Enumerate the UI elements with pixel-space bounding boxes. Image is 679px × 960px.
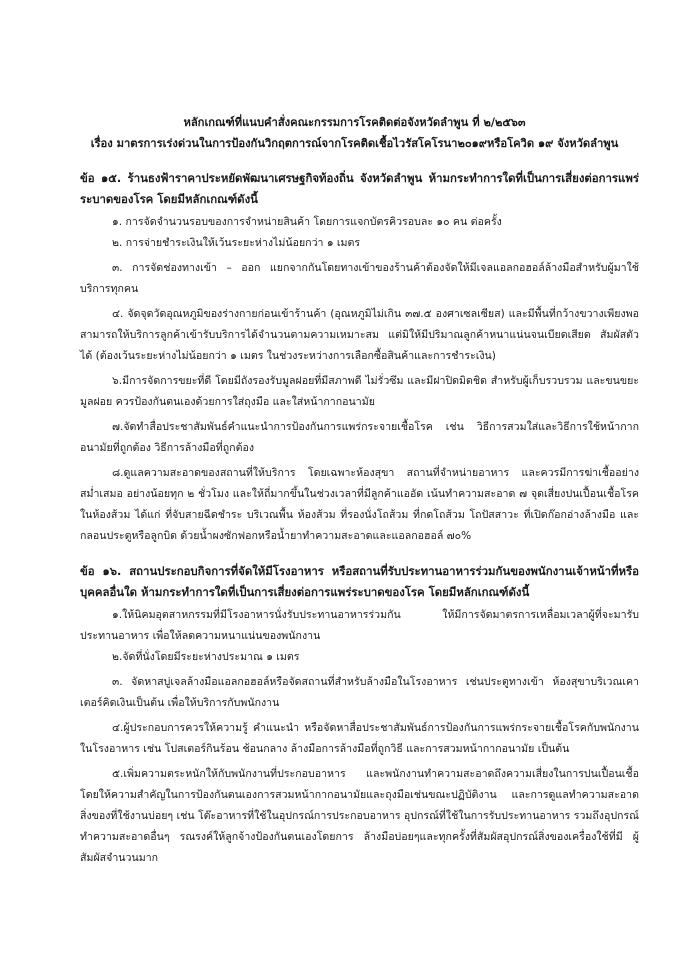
section-15-item-3: ๓. การจัดช่องทางเข้า – ออก แยกจากกันโดยทางเข้าของร้านค้าต้องจัดให้มีเจลแอลกอฮอล์ล้างมือสำหรับผู้มาใช้บริการทุกคน — [80, 262, 639, 295]
section-15-item-7: ๗.จัดทำสื่อประชาสัมพันธ์คำแนะนำการป้องกันการแพร่กระจายเชื้อโรค เช่น วิธีการสวมใส่และวิธีการใช้หน้ากากอนามัยที่ถูกต้อง วิธีการล้างมือที่ถูกต้อง — [80, 421, 639, 454]
section-16 — [80, 561, 639, 869]
section-16-item-1: ๑.ให้นิคมอุตสาหกรรมที่มีโรงอาหารนั่งรับประทานอาหารร่วมกัน ให้มีการจัดมาตรการเหลื่อมเวลาผู้ที่จะมารับประทานอาหาร เพื่อให้ลดความหนาแน่นของพนักงาน — [80, 609, 639, 642]
section-15-item-2: ๒. การจ่ายชำระเงินให้เว้นระยะห่างไม่น้อยกว่า ๑ เมตร — [112, 237, 361, 249]
section-15 — [80, 168, 639, 547]
section-15-item-8: ๘.ดูแลความสะอาดของสถานที่ให้บริการ โดยเฉพาะห้องสุขา สถานที่จำหน่ายอาหาร และควรมีการฆ่าเชื้ออย่างสม่ำเสมอ อย่างน้อยทุก ๒ ชั่วโมง และให้ถี่มากขึ้นในช่วงเวลาที่มีลูกค้าแออัด เน้นทำความสะอาด ๗ จุดเสี่ยงปนเปื้อนเชื้อโรคในห้องส้วม ได้แก่ ที่จับสายฉีดชำระ บริเวณพื้น ห้องส้วม ที่รองนั่งโถส้วม ที่กดโถส้วม โถปัสสาวะ ที่เปิดก๊อกอ่างล้างมือ และกลอนประตูหรือลูกบิด ด้วยน้ำผงซักฟอกหรือน้ำยาทำความสะอาดและแอลกอฮอล์ ๗๐% — [80, 467, 639, 542]
section-15-item-6: ๖.มีการจัดการขยะที่ดี โดยมีถังรองรับมูลฝอยที่มีสภาพดี ไม่รั่วซึม และมีฝาปิดมิดชิด สำหรับผู้เก็บรวบรวม และขนขยะมูลฝอย ควรป้องกันตนเองด้วยการใส่ถุงมือ และใส่หน้ากากอนามัย — [80, 375, 639, 408]
document-subject: เรื่อง มาตรการเร่งด่วนในการป้องกันวิกฤตการณ์จากโรคติดเชื้อไวรัสโคโรนา๒๐๑๙หรือโควิด ๑๙ จังหวัดลำพูน — [90, 137, 619, 150]
section-15-item-1: ๑. การจัดจำนวนรอบของการจำหน่ายสินค้า โดยการแจกบัตรคิวรอบละ ๑๐ คน ต่อครั้ง — [112, 216, 502, 228]
document-title: หลักเกณฑ์ที่แนบคำสั่งคณะกรรมการโรคติดต่อจังหวัดลำพูน ที่ ๒/๒๕๖๓ — [183, 116, 526, 129]
section-15-item-4: ๔. จัดจุดวัดอุณหภูมิของร่างกายก่อนเข้าร้านค้า (อุณหภูมิไม่เกิน ๓๗.๕ องศาเซลเซียส) และมีพื้นที่กว้างขวางเพียงพอ สามารถให้บริการลูกค้าเข้ารับบริการได้จำนวนตามความเหมาะสม แต่มิให้มีปริมาณลูกค้าหนาแน่นจนเบียดเสียด สัมผัสตัวได้ (ต้องเว้นระยะห่างไม่น้อยกว่า ๑ เมตร ในช่วงระหว่างการเลือกซื้อสินค้าและการชำระเงิน) — [80, 308, 639, 362]
section-16-title: ข้อ ๑๖. สถานประกอบกิจการที่จัดให้มีโรงอาหาร หรือสถานที่รับประทานอาหารร่วมกันของพนักงานเจ้าหน้าที่หรือบุคคลอื่นใด ห้ามกระทำการใดที่เป็นการเสี่ยงต่อการแพร่ระบาดของโรค โดยมีหลักเกณฑ์ดังนี้ — [80, 564, 639, 599]
section-16-item-3: ๓. จัดหาสบู่เจลล้างมือแอลกอฮอล์หรือจัดสถานที่สำหรับล้างมือในโรงอาหาร เช่นประตูทางเข้า ห้องสุขาบริเวณเคาเตอร์คิดเงินเป็นต้น เพื่อให้บริการกับพนักงาน — [80, 676, 639, 709]
section-16-item-2: ๒.จัดที่นั่งโดยมีระยะห่างประมาณ ๑ เมตร — [112, 651, 300, 663]
section-16-item-4: ๔.ผู้ประกอบการควรให้ความรู้ คำแนะนำ หรือจัดหาสื่อประชาสัมพันธ์การป้องกันการแพร่กระจายเชื้อโรคกับพนักงานในโรงอาหาร เช่น โปสเตอร์กินร้อน ช้อนกลาง ล้างมือการล้างมือที่ถูกวิธี และการสวมหน้ากากอนามัย เป็นต้น — [80, 722, 639, 755]
section-15-title: ข้อ ๑๕. ร้านธงฟ้าราคาประหยัดพัฒนาเศรษฐกิจท้องถิ่น จังหวัดลำพูน ห้ามกระทำการใดที่เป็นการเสี่ยงต่อการแพร่ระบาดของโรค โดยมีหลักเกณฑ์ดังนี้ — [80, 171, 639, 206]
section-16-item-5: ๕.เพิ่มความตระหนักให้กับพนักงานที่ประกอบอาหาร และพนักงานทำความสะอาดถึงความเสี่ยงในการปนเปื้อนเชื้อ โดยให้ความสำคัญในการป้องกันตนเองการสวมหน้ากากอนามัยและถุงมือเช่นขณะปฏิบัติงาน และการดูแลทำความสะอาดสิ่งของที่ใช้งานบ่อยๆ เช่น โต๊ะอาหารที่ใช้ในอุปกรณ์การประกอบอาหาร อุปกรณ์ที่ใช้ในการรับประทานอาหาร รวมถึงอุปกรณ์ทำความสะอาดอื่นๆ รณรงค์ให้ลูกจ้างป้องกันตนเองโดยการ ล้างมือบ่อยๆและทุกครั้งที่สัมผัสอุปกรณ์สิ่งของเครื่องใช้ที่มี ผู้สัมผัสจำนวนมาก — [80, 768, 639, 864]
